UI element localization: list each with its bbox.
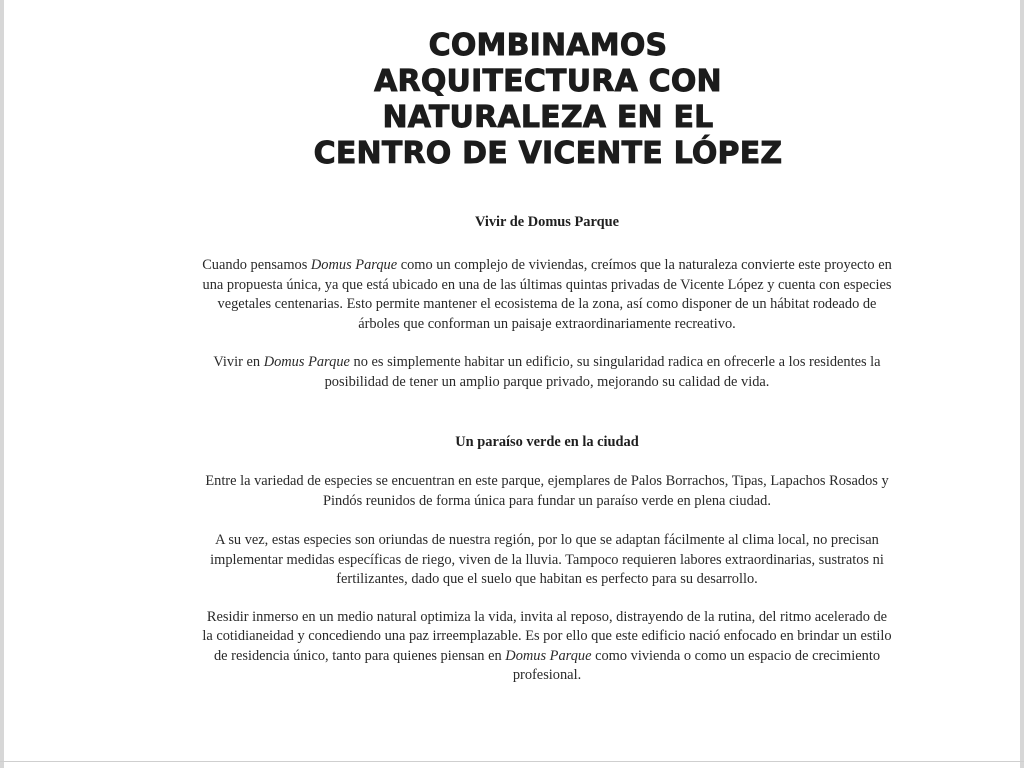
paragraph-text: Cuando pensamos	[202, 257, 311, 273]
brand-name-emphasis: Domus Parque	[505, 647, 592, 664]
paragraph-text: como vivienda o como un espacio de crecimiento profesional.	[512, 647, 881, 683]
section-2-paragraph-2: A su vez, estas especies son oriundas de nuestra región, por lo que se adaptan fácilmente al clima local, no precisan implementar medidas específicas de riego, viven de la lluvia. Tampoco requieren labores extraordinarias, sustratos ni fertilizantes, dado que el suelo que habitan es perfecto para su desarrollo.	[210, 532, 884, 587]
section-1-paragraph-1	[200, 256, 894, 334]
section-2-title: Un paraíso verde en la ciudad	[455, 434, 639, 450]
section-2-paragraph-1: Entre la variedad de especies se encuentran en este parque, ejemplares de Palos Borrachos, Tipas, Lapachos Rosados y Pindós reunidos de forma única para fundar un paraíso verde en plena ciudad.	[205, 473, 889, 509]
section-2-paragraph-3	[200, 608, 894, 686]
paragraph-text: Vivir en	[213, 354, 264, 370]
paragraph-text: Residir inmerso en un medio natural optimiza la vida, invita al reposo, distrayendo de la rutina, del ritmo acelerado de la cotidianeidad y concediendo una paz irreemplazable. Es por ello que este edificio nació enfocado en brindar un estilo de residencia único, tanto para quienes piensan en	[202, 608, 892, 664]
paragraph-text: como un complejo de viviendas, creímos que la naturaleza convierte este proyecto en una propuesta única, ya que está ubicado en una de las últimas quintas privadas de Vicente López y cuenta con especies vegetales centenarias. Esto permite mantener el ecosistema de la zona, así como disponer de un hábitat rodeado de árboles que conforman un paisaje extraordinariamente recreativo.	[202, 257, 892, 332]
section-1-title: Vivir de Domus Parque	[474, 214, 620, 230]
brand-name-emphasis: Domus Parque	[310, 257, 398, 273]
page-headline	[0, 28, 1024, 172]
paragraph-text: no es simplemente habitar un edificio, su singularidad radica en ofrecerle a los residentes la posibilidad de tener un amplio parque privado, mejorando su calidad de vida.	[324, 354, 881, 390]
headline-line-1: COMBINAMOS	[428, 28, 668, 63]
bottom-divider	[0, 761, 1024, 762]
article-body	[200, 212, 894, 686]
headline-line-3: NATURALEZA EN EL	[382, 100, 714, 135]
headline-line-2: ARQUITECTURA CON	[374, 64, 722, 99]
section-1-paragraph-2	[200, 353, 894, 392]
brand-name-emphasis: Domus Parque	[263, 354, 350, 370]
headline-line-4: CENTRO DE VICENTE LÓPEZ	[313, 136, 783, 171]
